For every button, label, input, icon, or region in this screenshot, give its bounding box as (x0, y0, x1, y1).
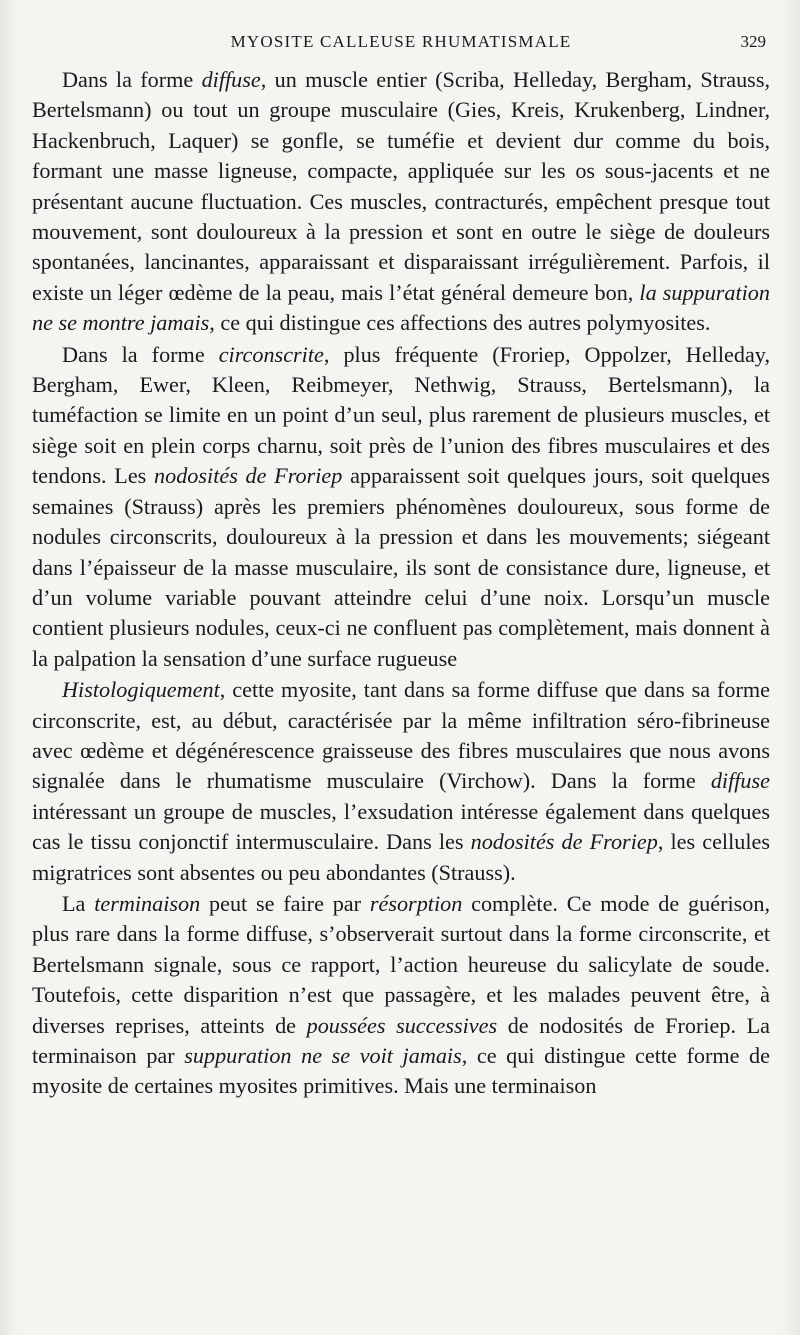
text-run: , les cellules migratrices sont absentes ou peu abondantes (Strauss). (32, 829, 771, 885)
italic-text: circonscrite (218, 341, 324, 367)
italic-text: diffuse (710, 768, 770, 794)
paragraph (32, 675, 770, 888)
italic-text: diffuse (201, 67, 261, 92)
italic-text: terminaison (94, 890, 201, 916)
text-run: apparaissent soit quelques jours, soit quelques semaines (Strauss) après les premiers phénomènes douloureux, sous forme de nodules circonscrits, douloureux à la pression et dans les mouvements; siégeant dans l’épaisseur de la masse musculaire, ils sont de consistance dure, ligneuse, et d’un volume variable pouvant atteindre celui d’une noix. Lorsqu’un muscle contient plusieurs nodules, ceux-ci ne confluent pas complètement, mais donnent à la palpation la sensation d’une surface rugueuse (32, 463, 770, 671)
italic-text: résorption (369, 890, 463, 916)
paragraph (32, 65, 770, 339)
running-title: MYOSITE CALLEUSE RHUMATISMALE (230, 32, 572, 51)
paragraph (32, 889, 770, 1102)
body-text (32, 65, 770, 1102)
text-run: Dans la forme (62, 341, 219, 367)
text-run: La (62, 890, 95, 916)
text-run: Dans la forme (62, 67, 202, 92)
italic-text: la suppuration ne se montre jamais (32, 279, 770, 336)
text-run: peut se faire par (200, 890, 370, 916)
text-run: complète. Ce mode de guérison, plus rare dans la forme diffuse, s’observerait surtout dans la forme circonscrite, et Bertelsmann signale, sous ce rapport, l’action heureuse du salicylate de soude. Toutefois, cette disparition n’est que passagère, et les malades peuvent être, à diverses reprises, atteints de (32, 890, 770, 1038)
text-run: , un muscle entier (Scriba, Helleday, Bergham, Strauss, Bertelsmann) ou tout un groupe musculaire (Gies, Kreis, Krukenberg, Lindner, Hackenbruch, Laquer) se gonfle, se tuméfie et devient dur comme du bois, formant une masse ligneuse, compacte, appliquée sur les os sous-jacents et ne présentant aucune fluctuation. Ces muscles, contracturés, empêchent presque tout mouvement, sont douloureux à la pression et sont en outre le siège de douleurs spontanées, lancinantes, apparaissant et disparaissant irrégulièrement. Parfois, il existe un léger œdème de la peau, mais l’état général demeure bon, (32, 67, 770, 305)
text-run: intéressant un groupe de muscles, l’exsudation intéresse également dans quelques cas le tissu conjonctif intermusculaire. Dans les (32, 798, 770, 855)
text-run: , plus fréquente (Froriep, Oppolzer, Helleday, Bergham, Ewer, Kleen, Reibmeyer, Nethwig, Strauss, Bertelsmann), la tuméfaction se limite en un point d’un seul, plus rarement de plusieurs muscles, et siège soit en plein corps charnu, soit près de l’union des fibres musculaires et des tendons. Les (32, 341, 770, 489)
text-run: de nodosités de Froriep. La terminaison par (32, 1012, 770, 1068)
text-run: , ce qui distingue cette forme de myosite de certaines myosites primitives. Mais une terminaison (32, 1043, 770, 1099)
italic-text: suppuration ne se voit jamais (184, 1043, 462, 1068)
paragraph (32, 340, 770, 674)
italic-text: Histologiquement (62, 677, 220, 703)
italic-text: poussées successives (306, 1012, 498, 1038)
text-run: , cette myosite, tant dans sa forme diffuse que dans sa forme circonscrite, est, au début, caractérisée par la même infiltration séro-fibrineuse avec œdème et dégénérescence graisseuse des fibres musculaires que nous avons signalée dans le rhumatisme musculaire (Virchow). Dans la forme (32, 677, 770, 794)
page-number: 329 (740, 32, 766, 51)
italic-text: nodosités de Froriep (154, 463, 343, 489)
italic-text: nodosités de Froriep (470, 829, 658, 855)
text-run: , ce qui distingue ces affections des autres polymyosites. (209, 310, 711, 336)
running-header (32, 28, 770, 56)
